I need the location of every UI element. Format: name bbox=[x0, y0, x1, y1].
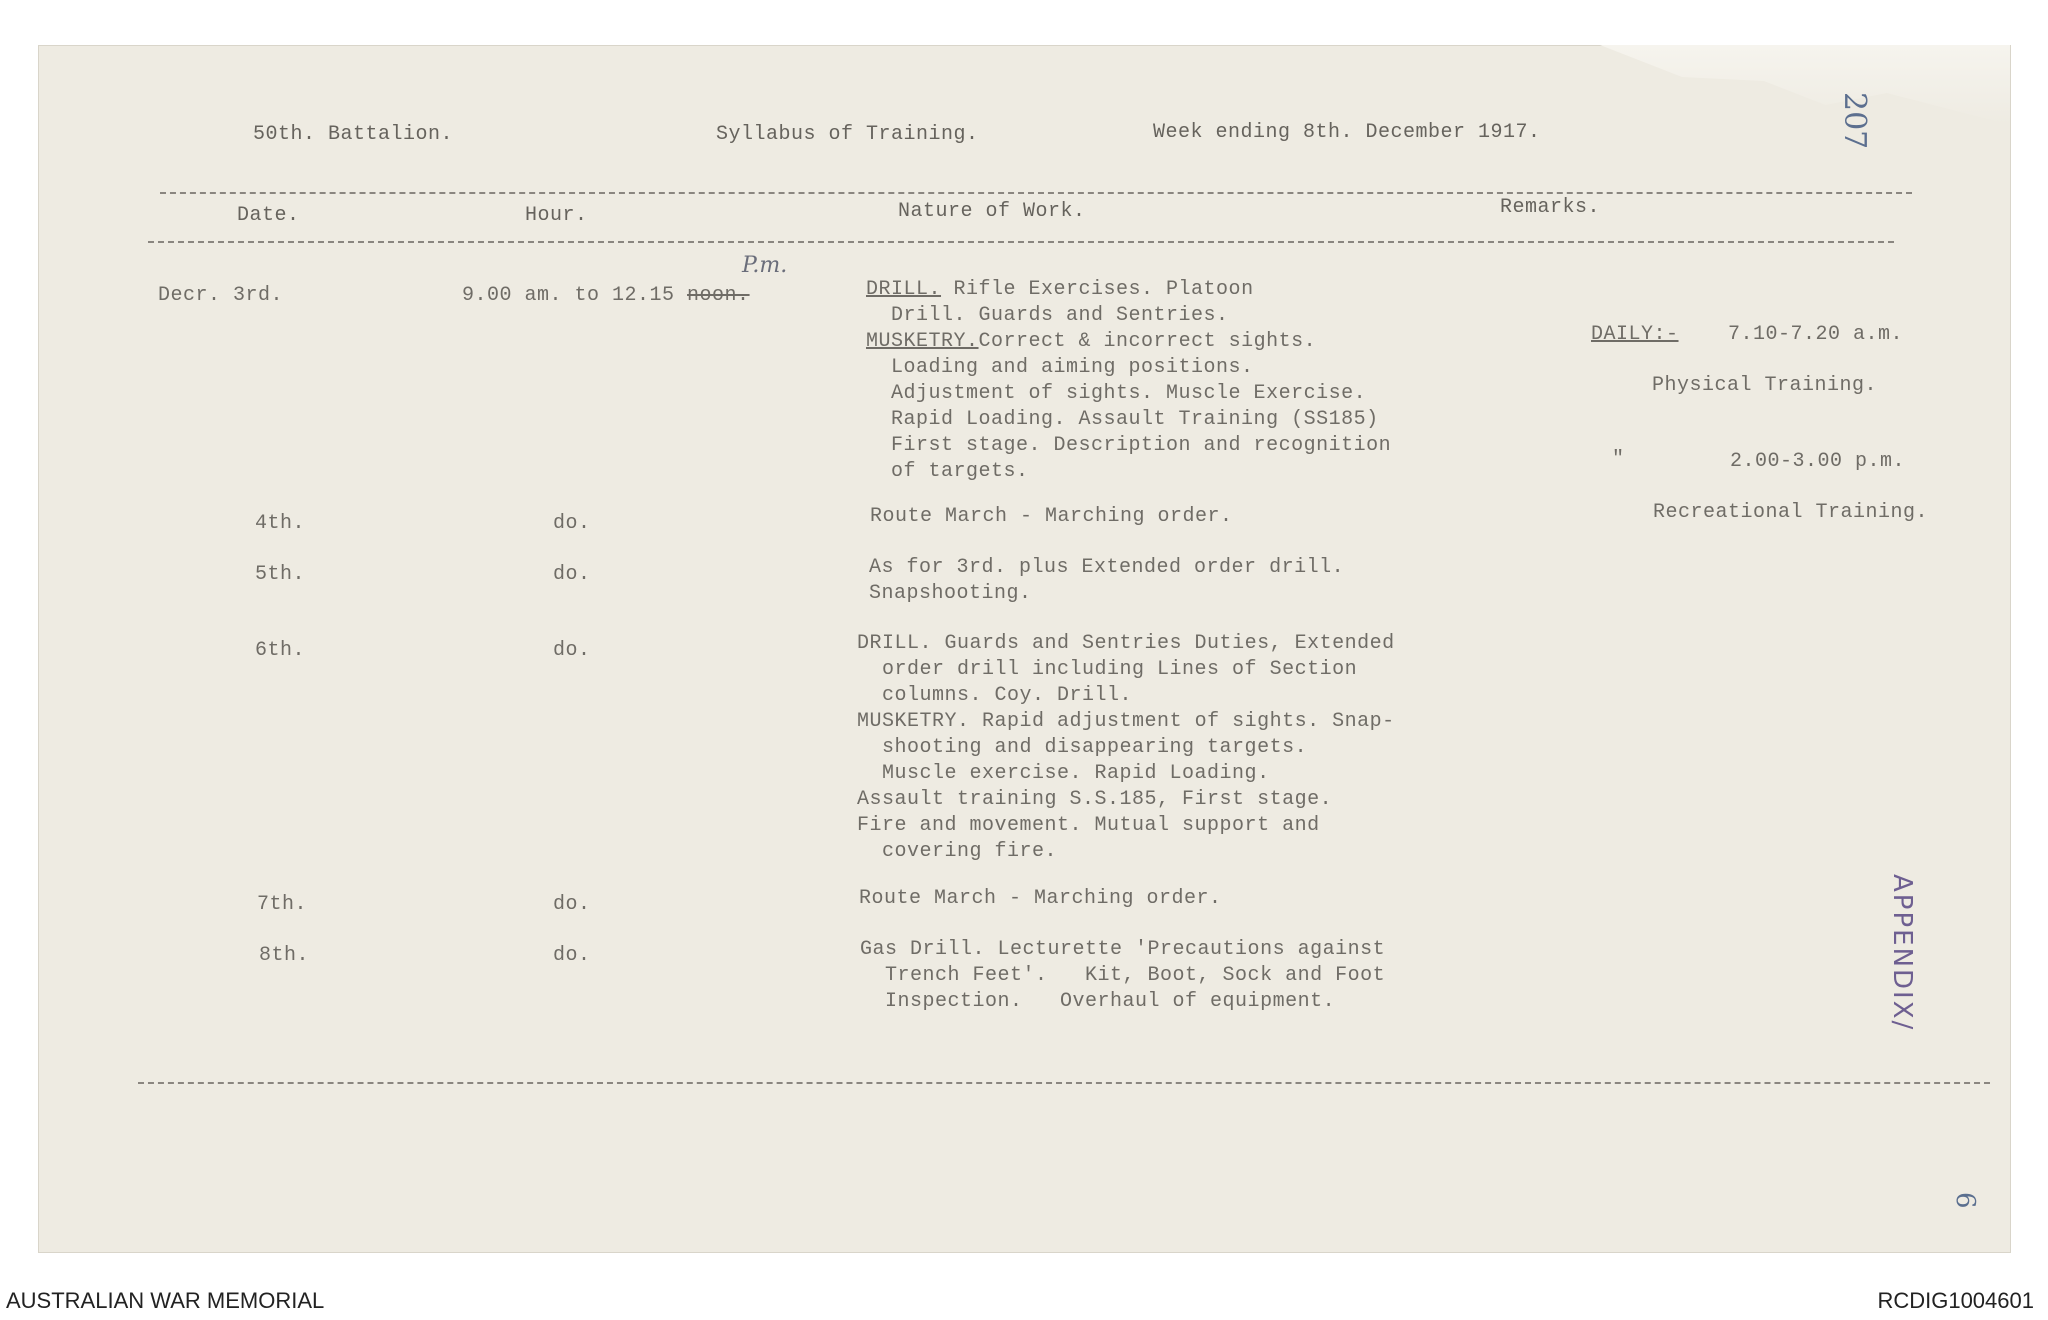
work-line: Rapid Loading. Assault Training (SS185) bbox=[866, 408, 1379, 431]
column-header-remarks: Remarks. bbox=[1500, 196, 1601, 219]
work-label: DRILL. bbox=[857, 632, 933, 655]
appendix-stamp: APPENDIX/ bbox=[1887, 874, 1917, 1032]
work-line: Inspection. Overhaul of equipment. bbox=[860, 990, 1336, 1013]
remarks-activity-1: Physical Training. bbox=[1652, 374, 1878, 397]
sheet-number: 6 bbox=[1950, 1192, 1980, 1209]
work-label: MUSKETRY. bbox=[857, 710, 970, 733]
closing-rule bbox=[138, 1082, 1990, 1084]
week-ending: Week ending 8th. December 1917. bbox=[1153, 121, 1541, 144]
footer-institution: AUSTRALIAN WAR MEMORIAL bbox=[6, 1288, 325, 1313]
work-line: Gas Drill. Lecturette 'Precautions against bbox=[860, 938, 1386, 961]
column-header-work: Nature of Work. bbox=[898, 200, 1086, 223]
row-date: 6th. bbox=[255, 639, 306, 662]
work-line: Adjustment of sights. Muscle Exercise. bbox=[866, 382, 1367, 405]
row-date: 5th. bbox=[255, 563, 306, 586]
remarks-ditto: " bbox=[1612, 448, 1625, 471]
remarks-time-2: 2.00-3.00 p.m. bbox=[1730, 450, 1906, 473]
work-line: shooting and disappearing targets. bbox=[857, 736, 1308, 759]
handwritten-page-number: 207 bbox=[1837, 92, 1872, 150]
handwritten-pm: P.m. bbox=[742, 253, 788, 278]
document-title: Syllabus of Training. bbox=[716, 123, 979, 146]
work-line: covering fire. bbox=[857, 840, 1058, 863]
work-label: DRILL. bbox=[866, 278, 942, 301]
row-date: 7th. bbox=[257, 893, 308, 916]
work-line: Fire and movement. Mutual support and bbox=[857, 814, 1320, 837]
row-date: 4th. bbox=[255, 512, 306, 535]
row-date: Decr. 3rd. bbox=[158, 284, 284, 307]
row-hour: do. bbox=[553, 563, 591, 586]
work-label: MUSKETRY. bbox=[866, 330, 979, 353]
work-line: Trench Feet'. Kit, Boot, Sock and Foot bbox=[860, 964, 1386, 987]
header-rule-bottom bbox=[148, 241, 1894, 243]
row-date: 8th. bbox=[259, 944, 310, 967]
remarks-daily-label: DAILY:- bbox=[1591, 323, 1679, 346]
remarks-activity-2: Recreational Training. bbox=[1653, 501, 1929, 524]
work-line: order drill including Lines of Section bbox=[857, 658, 1358, 681]
work-line: Drill. Guards and Sentries. bbox=[866, 304, 1229, 327]
work-line: MUSKETRY.Correct & incorrect sights. bbox=[866, 330, 1317, 353]
work-line: Muscle exercise. Rapid Loading. bbox=[857, 762, 1270, 785]
work-line: Loading and aiming positions. bbox=[866, 356, 1254, 379]
footer-reference: RCDIG1004601 bbox=[1877, 1288, 2034, 1313]
row-hour: do. bbox=[553, 512, 591, 535]
work-line: columns. Coy. Drill. bbox=[857, 684, 1133, 707]
work-line: First stage. Description and recognition bbox=[866, 434, 1392, 457]
row-hour: do. bbox=[553, 639, 591, 662]
remarks-time-1: 7.10-7.20 a.m. bbox=[1728, 323, 1904, 346]
work-line: Route March - Marching order. bbox=[870, 505, 1233, 528]
work-line: DRILL. Rifle Exercises. Platoon bbox=[866, 278, 1254, 301]
work-line: Route March - Marching order. bbox=[859, 887, 1222, 910]
struck-text: noon. bbox=[687, 284, 750, 307]
row-hour: 9.00 am. to 12.15 noon. bbox=[462, 284, 750, 307]
work-line: DRILL. Guards and Sentries Duties, Extended bbox=[857, 632, 1395, 655]
row-hour: do. bbox=[553, 944, 591, 967]
column-header-date: Date. bbox=[237, 204, 300, 227]
work-line: of targets. bbox=[866, 460, 1029, 483]
column-header-hour: Hour. bbox=[525, 204, 588, 227]
work-line: Assault training S.S.185, First stage. bbox=[857, 788, 1333, 811]
work-line: Snapshooting. bbox=[869, 582, 1032, 605]
header-rule-top bbox=[160, 192, 1912, 194]
unit-name: 50th. Battalion. bbox=[253, 123, 454, 146]
work-line: MUSKETRY. Rapid adjustment of sights. Snap- bbox=[857, 710, 1395, 733]
work-line: As for 3rd. plus Extended order drill. bbox=[869, 556, 1345, 579]
row-hour: do. bbox=[553, 893, 591, 916]
